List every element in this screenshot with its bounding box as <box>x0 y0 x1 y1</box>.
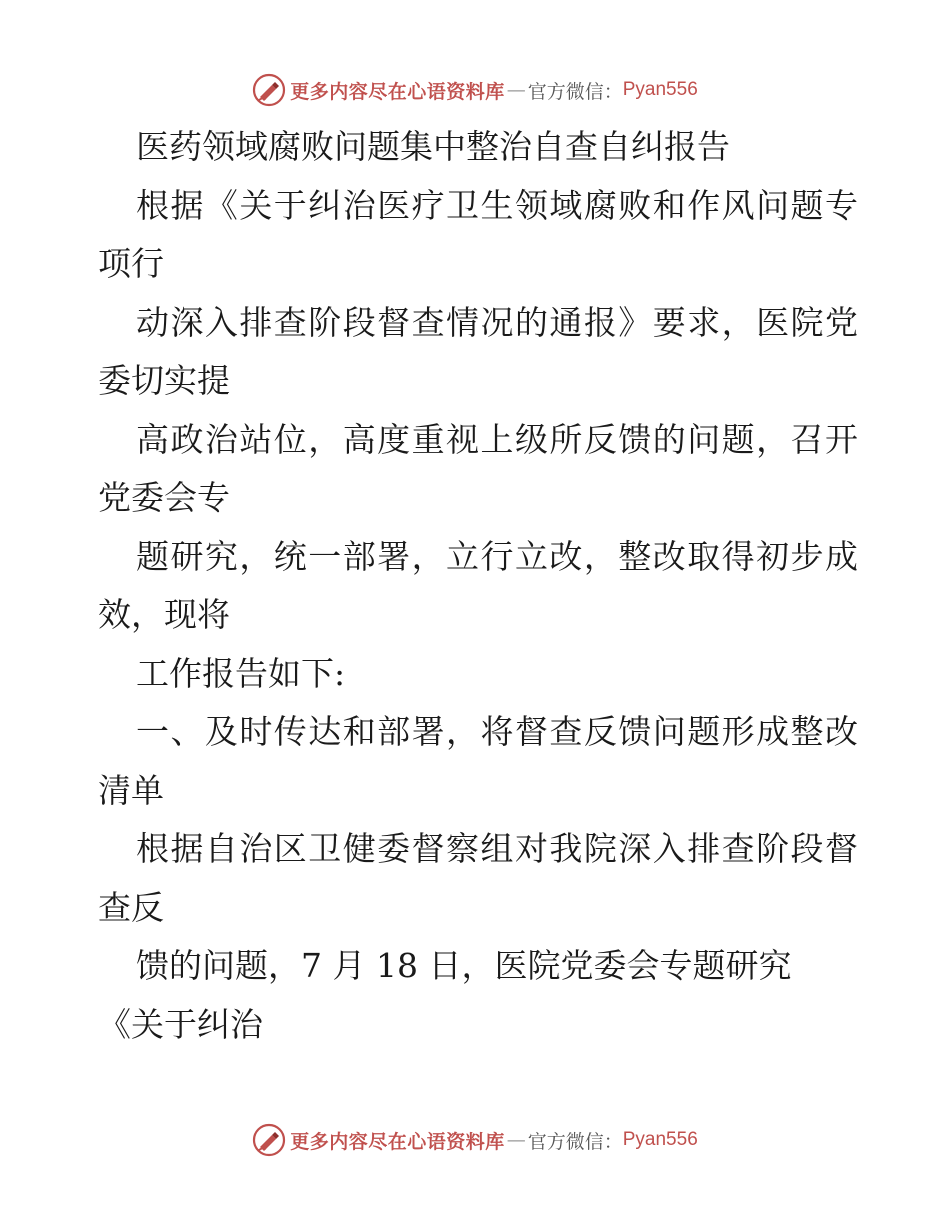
paragraph-line: 高政治站位，高度重视上级所反馈的问题，召开 <box>136 419 858 459</box>
paragraph-line: 委切实提 <box>98 361 230 400</box>
paragraph-line: 根据自治区卫健委督察组对我院深入排查阶段督 <box>136 829 858 868</box>
pen-logo-icon <box>252 73 286 107</box>
banner-promo-text: 更多内容尽在心语资料库 <box>290 1130 505 1153</box>
paragraph-line: 《关于纠治 <box>98 1004 263 1044</box>
banner-dash: — <box>506 79 526 101</box>
document-body <box>98 118 858 1054</box>
paragraph-line: 查反 <box>98 887 164 927</box>
paragraph-line: 党委会专 <box>98 478 230 517</box>
banner-wechat-label: 官方微信： <box>527 80 623 103</box>
paragraph-line: 效，现将 <box>98 595 230 634</box>
paragraph-line: 动深入排查阶段督查情况的通报》要求，医院党 <box>136 302 858 342</box>
document-title: 医药领域腐败问题集中整治自查自纠报告 <box>136 127 730 166</box>
banner-promo-text: 更多内容尽在心语资料库 <box>290 80 505 103</box>
banner-account-id: Pyan556 <box>622 1129 698 1150</box>
paragraph-line: 项行 <box>98 244 164 283</box>
footer-watermark-banner <box>0 1120 950 1160</box>
banner-dash: — <box>506 1129 526 1151</box>
paragraph-line: 根据《关于纠治医疗卫生领域腐败和作风问题专 <box>136 185 858 225</box>
banner-wechat-label: 官方微信： <box>527 1130 623 1153</box>
header-watermark-banner <box>0 70 950 110</box>
paragraph-line: 馈的问题，7 月 18 日，医院党委会专题研究 <box>136 946 792 985</box>
section-heading-line: 一、及时传达和部署，将督查反馈问题形成整改 <box>136 712 858 751</box>
banner-account-id: Pyan556 <box>622 79 698 100</box>
paragraph-line: 题研究，统一部署，立行立改，整改取得初步成 <box>136 536 858 576</box>
section-heading-line: 清单 <box>98 770 164 810</box>
pen-logo-icon <box>252 1123 286 1157</box>
paragraph-line: 工作报告如下: <box>136 653 346 693</box>
